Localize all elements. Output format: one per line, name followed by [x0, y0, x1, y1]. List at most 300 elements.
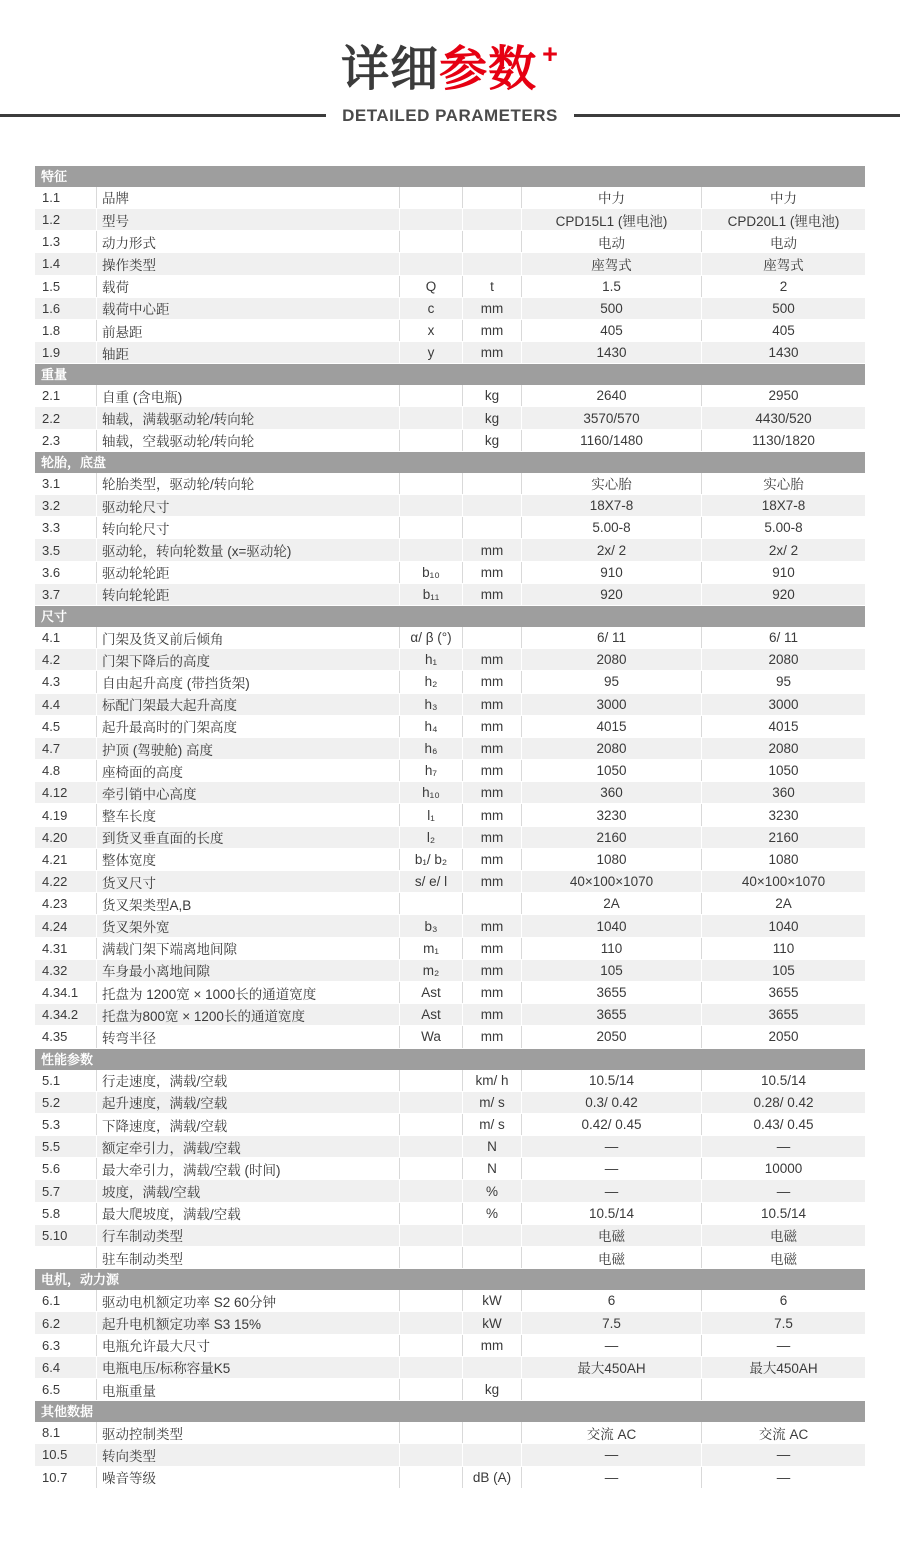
- row-number-cell: 4.22: [35, 871, 97, 892]
- unit-cell: mm: [463, 938, 522, 959]
- unit-cell: km/ h: [463, 1070, 522, 1091]
- model2-value-cell: —: [776, 1183, 791, 1199]
- model1-value-cell: 3000: [522, 694, 702, 715]
- model1-value-cell: 2160: [522, 827, 702, 848]
- row-number-cell: 4.21: [35, 849, 97, 870]
- spec-row: [35, 782, 865, 804]
- param-name-cell: 护顶 (驾驶舱) 高度: [97, 738, 400, 759]
- spec-row: [35, 187, 865, 209]
- symbol-cell: h₂: [400, 671, 463, 692]
- model2-value-cell: 电动: [770, 235, 797, 251]
- model1-value-cell: 电磁: [522, 1225, 702, 1246]
- param-name-cell: 驻车制动类型: [97, 1247, 400, 1268]
- spec-row: [35, 960, 865, 982]
- symbol-cell: [400, 1158, 463, 1179]
- spec-row: [35, 1312, 865, 1334]
- model2-value-cell: 40×100×1070: [741, 874, 826, 890]
- row-number-cell: 1.2: [35, 209, 97, 230]
- symbol-cell: [400, 1247, 463, 1268]
- unit-cell: mm: [463, 716, 522, 737]
- spec-row: [35, 1092, 865, 1114]
- model1-value-cell: 2x/ 2: [522, 539, 702, 560]
- symbol-cell: x: [400, 320, 463, 341]
- model2-value-cell: 95: [775, 674, 792, 690]
- model2-value-cell: 500: [772, 300, 795, 316]
- unit-cell: mm: [463, 649, 522, 670]
- unit-cell: mm: [463, 1335, 522, 1356]
- model2-value-cell: 最大450AH: [749, 1361, 818, 1377]
- unit-cell: mm: [463, 960, 522, 981]
- model1-value-cell: 2080: [522, 738, 702, 759]
- symbol-cell: [400, 1092, 463, 1113]
- spec-row: [35, 1247, 865, 1269]
- unit-cell: mm: [463, 871, 522, 892]
- symbol-cell: y: [400, 342, 463, 363]
- symbol-cell: [400, 1444, 463, 1465]
- model2-value-cell: 2: [779, 278, 788, 294]
- param-name-cell: 起升电机额定功率 S3 15%: [97, 1312, 400, 1333]
- row-number-cell: 3.2: [35, 495, 97, 516]
- section-header: 轮胎，底盘: [35, 452, 865, 473]
- spec-table: [35, 166, 865, 1489]
- unit-cell: [463, 1225, 522, 1246]
- unit-cell: dB (A): [463, 1467, 522, 1488]
- param-name-cell: 行车制动类型: [97, 1225, 400, 1246]
- model2-value-cell: [702, 1379, 865, 1400]
- unit-cell: mm: [463, 804, 522, 825]
- row-number-cell: 4.3: [35, 671, 97, 692]
- spec-row: [35, 849, 865, 871]
- unit-cell: [463, 517, 522, 538]
- model1-value-cell: 3655: [522, 1004, 702, 1025]
- row-number-cell: 4.5: [35, 716, 97, 737]
- symbol-cell: α/ β (°): [400, 627, 463, 648]
- spec-row: [35, 1379, 865, 1401]
- param-name-cell: 到货叉垂直面的长度: [97, 827, 400, 848]
- param-name-cell: 座椅面的高度: [97, 760, 400, 781]
- model1-value-cell: CPD15L1 (锂电池): [522, 209, 702, 230]
- spec-row: [35, 298, 865, 320]
- param-name-cell: 驱动电机额定功率 S2 60分钟: [97, 1290, 400, 1311]
- param-name-cell: 型号: [97, 209, 400, 230]
- unit-cell: [463, 253, 522, 274]
- unit-cell: m/ s: [463, 1114, 522, 1135]
- model1-value-cell: 5.00-8: [522, 517, 702, 538]
- spec-row: [35, 893, 865, 915]
- row-number-cell: 4.4: [35, 694, 97, 715]
- model2-value-cell: —: [776, 1139, 791, 1155]
- row-number-cell: 4.35: [35, 1026, 97, 1047]
- symbol-cell: [400, 1335, 463, 1356]
- row-number-cell: 1.9: [35, 342, 97, 363]
- unit-cell: kg: [463, 407, 522, 428]
- spec-row: [35, 982, 865, 1004]
- spec-row: [35, 385, 865, 407]
- model1-value-cell: 中力: [522, 187, 702, 208]
- model2-value-cell: 中力: [770, 191, 797, 207]
- param-name-cell: 满载门架下端离地间隙: [97, 938, 400, 959]
- row-number-cell: 5.3: [35, 1114, 97, 1135]
- row-number-cell: [35, 1247, 97, 1268]
- param-name-cell: 轮胎类型，驱动轮/转向轮: [97, 473, 400, 494]
- param-name-cell: 电瓶电压/标称容量K5: [97, 1357, 400, 1378]
- spec-row: [35, 276, 865, 298]
- symbol-cell: [400, 407, 463, 428]
- symbol-cell: [400, 1180, 463, 1201]
- spec-row: [35, 1467, 865, 1489]
- spec-row: [35, 871, 865, 893]
- model1-value-cell: 1430: [522, 342, 702, 363]
- param-name-cell: 托盘为 1200宽 × 1000长的通道宽度: [97, 982, 400, 1003]
- section-header: 其他数据: [35, 1401, 865, 1422]
- model2-value-cell: 2080: [768, 652, 799, 668]
- model1-value-cell: 500: [522, 298, 702, 319]
- unit-cell: kg: [463, 430, 522, 451]
- symbol-cell: [400, 1357, 463, 1378]
- symbol-cell: b₃: [400, 915, 463, 936]
- row-number-cell: 5.6: [35, 1158, 97, 1179]
- row-number-cell: 4.19: [35, 804, 97, 825]
- param-name-cell: 操作类型: [97, 253, 400, 274]
- param-name-cell: 驱动控制类型: [97, 1422, 400, 1443]
- spec-row: [35, 1180, 865, 1202]
- row-number-cell: 6.3: [35, 1335, 97, 1356]
- model1-value-cell: 座驾式: [522, 253, 702, 274]
- param-name-cell: 下降速度，满载/空载: [97, 1114, 400, 1135]
- symbol-cell: [400, 473, 463, 494]
- unit-cell: [463, 473, 522, 494]
- unit-cell: [463, 187, 522, 208]
- symbol-cell: Ast: [400, 1004, 463, 1025]
- param-name-cell: 轴载，空载驱动轮/转向轮: [97, 430, 400, 451]
- row-number-cell: 5.2: [35, 1092, 97, 1113]
- model1-value-cell: 6: [522, 1290, 702, 1311]
- model2-value-cell: 6/ 11: [768, 630, 799, 646]
- param-name-cell: 最大牵引力，满载/空载 (时间): [97, 1158, 400, 1179]
- param-name-cell: 货叉架外宽: [97, 915, 400, 936]
- model2-value-cell: 2050: [768, 1029, 799, 1045]
- unit-cell: m/ s: [463, 1092, 522, 1113]
- model2-value-cell: CPD20L1 (锂电池): [727, 213, 840, 229]
- model2-value-cell: 2950: [768, 388, 799, 404]
- param-name-cell: 驱动轮，转向轮数量 (x=驱动轮): [97, 539, 400, 560]
- title-dark-part: 详细: [341, 43, 440, 96]
- row-number-cell: 1.8: [35, 320, 97, 341]
- spec-row: [35, 473, 865, 495]
- spec-row: [35, 209, 865, 231]
- model1-value-cell: 10.5/14: [522, 1203, 702, 1224]
- model1-value-cell: 920: [522, 584, 702, 605]
- spec-row: [35, 1114, 865, 1136]
- param-name-cell: 坡度，满载/空载: [97, 1180, 400, 1201]
- model2-value-cell: 105: [772, 962, 795, 978]
- model2-value-cell: 2A: [775, 896, 792, 912]
- model1-value-cell: 10.5/14: [522, 1070, 702, 1091]
- page-main: [0, 166, 900, 1489]
- param-name-cell: 轴距: [97, 342, 400, 363]
- param-name-cell: 轴载，满载驱动轮/转向轮: [97, 407, 400, 428]
- model1-value-cell: 360: [522, 782, 702, 803]
- model1-value-cell: 6/ 11: [522, 627, 702, 648]
- row-number-cell: 2.3: [35, 430, 97, 451]
- unit-cell: mm: [463, 915, 522, 936]
- model2-value-cell: 18X7-8: [761, 498, 806, 514]
- row-number-cell: 1.4: [35, 253, 97, 274]
- model1-value-cell: 18X7-8: [522, 495, 702, 516]
- spec-row: [35, 804, 865, 826]
- title-red-part: 参数: [439, 43, 538, 96]
- unit-cell: mm: [463, 760, 522, 781]
- row-number-cell: 3.1: [35, 473, 97, 494]
- unit-cell: [463, 627, 522, 648]
- spec-row: [35, 495, 865, 517]
- model2-value-cell: 实心胎: [763, 477, 804, 493]
- model1-value-cell: 1080: [522, 849, 702, 870]
- param-name-cell: 噪音等级: [97, 1467, 400, 1488]
- unit-cell: kW: [463, 1312, 522, 1333]
- model2-value-cell: 10.5/14: [760, 1205, 807, 1221]
- unit-cell: %: [463, 1203, 522, 1224]
- model2-value-cell: 5.00-8: [764, 520, 803, 536]
- model1-value-cell: 95: [522, 671, 702, 692]
- model1-value-cell: 1.5: [522, 276, 702, 297]
- row-number-cell: 6.2: [35, 1312, 97, 1333]
- symbol-cell: Ast: [400, 982, 463, 1003]
- model1-value-cell: 910: [522, 562, 702, 583]
- symbol-cell: [400, 430, 463, 451]
- row-number-cell: 2.1: [35, 385, 97, 406]
- unit-cell: mm: [463, 1004, 522, 1025]
- model1-value-cell: [522, 1379, 702, 1400]
- unit-cell: mm: [463, 671, 522, 692]
- param-name-cell: 转弯半径: [97, 1026, 400, 1047]
- symbol-cell: [400, 1290, 463, 1311]
- unit-cell: mm: [463, 1026, 522, 1047]
- model1-value-cell: 405: [522, 320, 702, 341]
- spec-row: [35, 1290, 865, 1312]
- row-number-cell: 3.3: [35, 517, 97, 538]
- model1-value-cell: 4015: [522, 716, 702, 737]
- page-header: [0, 0, 900, 126]
- row-number-cell: 1.5: [35, 276, 97, 297]
- unit-cell: mm: [463, 827, 522, 848]
- param-name-cell: 车身最小离地间隙: [97, 960, 400, 981]
- symbol-cell: [400, 385, 463, 406]
- row-number-cell: 4.7: [35, 738, 97, 759]
- spec-row: [35, 517, 865, 539]
- row-number-cell: 3.7: [35, 584, 97, 605]
- model2-value-cell: 1430: [768, 345, 799, 361]
- symbol-cell: h₆: [400, 738, 463, 759]
- row-number-cell: 5.8: [35, 1203, 97, 1224]
- symbol-cell: h₄: [400, 716, 463, 737]
- symbol-cell: [400, 1312, 463, 1333]
- spec-row: [35, 584, 865, 606]
- row-number-cell: 10.7: [35, 1467, 97, 1488]
- model2-value-cell: 6: [779, 1293, 788, 1309]
- symbol-cell: s/ e/ l: [400, 871, 463, 892]
- spec-row: [35, 1444, 865, 1466]
- row-number-cell: 5.1: [35, 1070, 97, 1091]
- param-name-cell: 前悬距: [97, 320, 400, 341]
- unit-cell: mm: [463, 849, 522, 870]
- spec-row: [35, 253, 865, 275]
- symbol-cell: [400, 187, 463, 208]
- param-name-cell: 载荷中心距: [97, 298, 400, 319]
- spec-row: [35, 430, 865, 452]
- model1-value-cell: 40×100×1070: [522, 871, 702, 892]
- symbol-cell: [400, 1379, 463, 1400]
- param-name-cell: 行走速度，满载/空载: [97, 1070, 400, 1091]
- unit-cell: mm: [463, 738, 522, 759]
- row-number-cell: 4.1: [35, 627, 97, 648]
- model1-value-cell: 1160/1480: [522, 430, 702, 451]
- unit-cell: mm: [463, 562, 522, 583]
- model1-value-cell: 2050: [522, 1026, 702, 1047]
- spec-row: [35, 342, 865, 364]
- unit-cell: kg: [463, 1379, 522, 1400]
- row-number-cell: 4.31: [35, 938, 97, 959]
- model2-value-cell: 4430/520: [755, 410, 812, 426]
- unit-cell: kg: [463, 385, 522, 406]
- param-name-cell: 动力形式: [97, 231, 400, 252]
- symbol-cell: [400, 495, 463, 516]
- param-name-cell: 货叉尺寸: [97, 871, 400, 892]
- symbol-cell: h₃: [400, 694, 463, 715]
- unit-cell: mm: [463, 584, 522, 605]
- model1-value-cell: —: [522, 1136, 702, 1157]
- model1-value-cell: 交流 AC: [522, 1422, 702, 1443]
- param-name-cell: 载荷: [97, 276, 400, 297]
- model2-value-cell: 0.43/ 0.45: [753, 1117, 814, 1133]
- symbol-cell: h₁₀: [400, 782, 463, 803]
- param-name-cell: 门架下降后的高度: [97, 649, 400, 670]
- row-number-cell: 1.3: [35, 231, 97, 252]
- spec-row: [35, 1335, 865, 1357]
- model1-value-cell: 最大450AH: [522, 1357, 702, 1378]
- unit-cell: t: [463, 276, 522, 297]
- model1-value-cell: 7.5: [522, 1312, 702, 1333]
- model2-value-cell: —: [776, 1447, 791, 1463]
- row-number-cell: 4.20: [35, 827, 97, 848]
- spec-row: [35, 738, 865, 760]
- row-number-cell: 4.8: [35, 760, 97, 781]
- row-number-cell: 1.1: [35, 187, 97, 208]
- spec-row: [35, 716, 865, 738]
- unit-cell: [463, 1357, 522, 1378]
- row-number-cell: 6.1: [35, 1290, 97, 1311]
- page-title: [0, 39, 900, 97]
- unit-cell: [463, 1247, 522, 1268]
- symbol-cell: [400, 1136, 463, 1157]
- model2-value-cell: 0.28/ 0.42: [753, 1094, 814, 1110]
- param-name-cell: 品牌: [97, 187, 400, 208]
- row-number-cell: 2.2: [35, 407, 97, 428]
- subtitle-line-right: [574, 114, 900, 117]
- spec-row: [35, 671, 865, 693]
- model1-value-cell: 1040: [522, 915, 702, 936]
- unit-cell: [463, 231, 522, 252]
- model1-value-cell: 1050: [522, 760, 702, 781]
- model2-value-cell: 2x/ 2: [768, 542, 799, 558]
- model2-value-cell: 360: [772, 785, 795, 801]
- spec-row: [35, 562, 865, 584]
- model2-value-cell: 1130/1820: [752, 432, 815, 448]
- symbol-cell: [400, 1422, 463, 1443]
- model2-value-cell: 920: [772, 586, 795, 602]
- symbol-cell: b₁₁: [400, 584, 463, 605]
- model2-value-cell: 7.5: [774, 1315, 793, 1331]
- model1-value-cell: 2080: [522, 649, 702, 670]
- section-header: 性能参数: [35, 1049, 865, 1070]
- model1-value-cell: 105: [522, 960, 702, 981]
- symbol-cell: [400, 1225, 463, 1246]
- param-name-cell: 驱动轮轮距: [97, 562, 400, 583]
- param-name-cell: 转向类型: [97, 1444, 400, 1465]
- spec-row: [35, 760, 865, 782]
- model2-value-cell: 1080: [768, 851, 799, 867]
- unit-cell: [463, 495, 522, 516]
- row-number-cell: 4.23: [35, 893, 97, 914]
- symbol-cell: Q: [400, 276, 463, 297]
- model2-value-cell: 2080: [768, 741, 799, 757]
- row-number-cell: 8.1: [35, 1422, 97, 1443]
- row-number-cell: 3.5: [35, 539, 97, 560]
- row-number-cell: 5.5: [35, 1136, 97, 1157]
- model2-value-cell: 电磁: [770, 1251, 797, 1267]
- model1-value-cell: —: [522, 1335, 702, 1356]
- model2-value-cell: 电磁: [770, 1229, 797, 1245]
- model2-value-cell: 交流 AC: [758, 1426, 809, 1442]
- model2-value-cell: 1040: [768, 918, 799, 934]
- row-number-cell: 6.5: [35, 1379, 97, 1400]
- param-name-cell: 自由起升高度 (带挡货架): [97, 671, 400, 692]
- param-name-cell: 电瓶允许最大尺寸: [97, 1335, 400, 1356]
- model2-value-cell: 110: [772, 940, 795, 956]
- model2-value-cell: —: [776, 1469, 791, 1485]
- model1-value-cell: 2640: [522, 385, 702, 406]
- symbol-cell: h₁: [400, 649, 463, 670]
- symbol-cell: [400, 1467, 463, 1488]
- spec-row: [35, 1070, 865, 1092]
- title-plus-mark: +: [542, 39, 559, 69]
- spec-row: [35, 1158, 865, 1180]
- row-number-cell: 10.5: [35, 1444, 97, 1465]
- model1-value-cell: 3655: [522, 982, 702, 1003]
- param-name-cell: 转向轮轮距: [97, 584, 400, 605]
- unit-cell: [463, 209, 522, 230]
- model1-value-cell: 2A: [522, 893, 702, 914]
- param-name-cell: 货叉架类型A,B: [97, 893, 400, 914]
- param-name-cell: 自重 (含电瓶): [97, 385, 400, 406]
- param-name-cell: 整车长度: [97, 804, 400, 825]
- row-number-cell: 4.34.1: [35, 982, 97, 1003]
- symbol-cell: [400, 1203, 463, 1224]
- row-number-cell: 4.24: [35, 915, 97, 936]
- unit-cell: kW: [463, 1290, 522, 1311]
- model2-value-cell: 10000: [764, 1161, 803, 1177]
- model1-value-cell: 0.42/ 0.45: [522, 1114, 702, 1135]
- param-name-cell: 牵引销中心高度: [97, 782, 400, 803]
- param-name-cell: 托盘为800宽 × 1200长的通道宽度: [97, 1004, 400, 1025]
- row-number-cell: 6.4: [35, 1357, 97, 1378]
- model2-value-cell: 3230: [768, 807, 799, 823]
- param-name-cell: 整体宽度: [97, 849, 400, 870]
- unit-cell: mm: [463, 539, 522, 560]
- spec-row: [35, 1203, 865, 1225]
- model1-value-cell: 0.3/ 0.42: [522, 1092, 702, 1113]
- param-name-cell: 转向轮尺寸: [97, 517, 400, 538]
